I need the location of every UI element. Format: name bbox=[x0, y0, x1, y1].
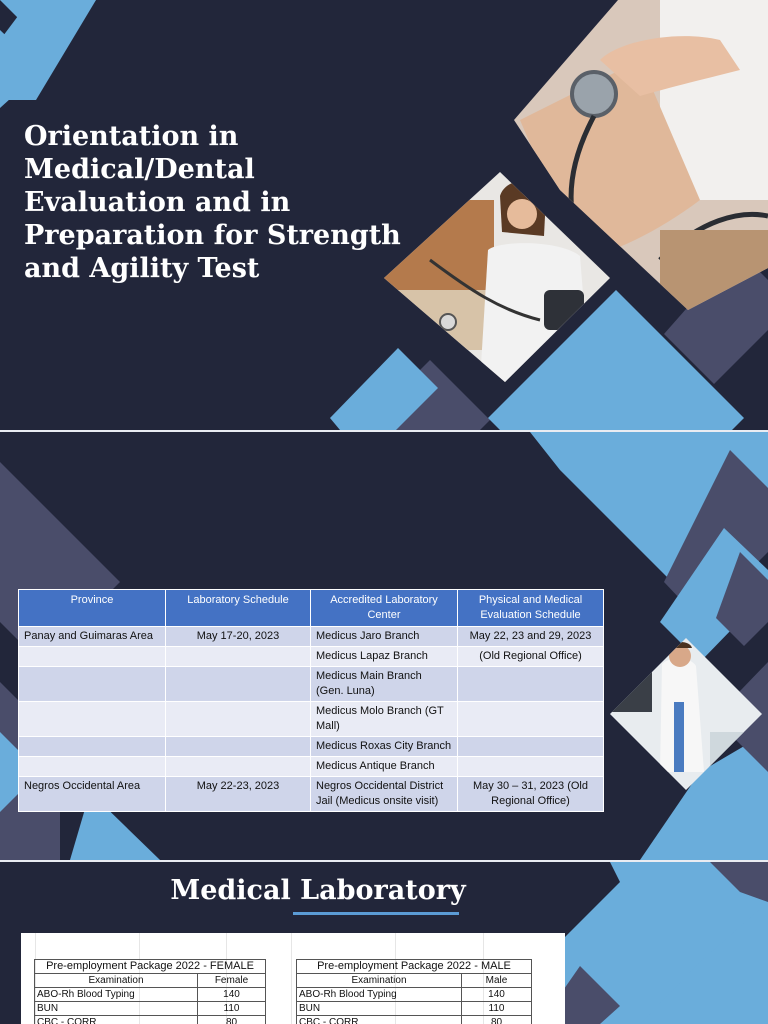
table-row bbox=[19, 777, 604, 812]
cell-evaluation-schedule: (Old Regional Office) bbox=[458, 647, 604, 667]
cell-evaluation-schedule bbox=[458, 737, 604, 757]
column-header-province: Province bbox=[19, 590, 166, 627]
table-row bbox=[19, 737, 604, 757]
exam-price: 80 bbox=[462, 1016, 532, 1024]
cell-province: Negros Occidental Area bbox=[19, 777, 166, 812]
slide-1-title: Orientation in Medical/Dental Evaluation and in Preparation for Strength and Agility Test bbox=[24, 121, 401, 284]
exam-name: CBC - CORR bbox=[297, 1016, 462, 1024]
cell-lab-center: Medicus Roxas City Branch bbox=[311, 737, 458, 757]
cell-evaluation-schedule: May 22, 23 and 29, 2023 bbox=[458, 627, 604, 647]
cell-province bbox=[19, 737, 166, 757]
title-underline bbox=[293, 912, 459, 915]
exam-price: 140 bbox=[462, 988, 532, 1002]
cell-lab-schedule bbox=[166, 647, 311, 667]
grid-line bbox=[291, 933, 292, 1024]
table-row bbox=[19, 702, 604, 737]
male-package-title: Pre-employment Package 2022 - MALE bbox=[297, 960, 532, 974]
female-examination-header: Examination bbox=[35, 974, 198, 988]
male-package-table bbox=[296, 959, 532, 1024]
cell-province bbox=[19, 757, 166, 777]
cell-lab-center: Negros Occidental District Jail (Medicus onsite visit) bbox=[311, 777, 458, 812]
cell-province: Panay and Guimaras Area bbox=[19, 627, 166, 647]
female-package-title: Pre-employment Package 2022 - FEMALE bbox=[35, 960, 266, 974]
female-price-header: Female bbox=[198, 974, 266, 988]
cell-lab-center: Medicus Main Branch (Gen. Luna) bbox=[311, 667, 458, 702]
cell-lab-schedule bbox=[166, 702, 311, 737]
exam-price: 140 bbox=[198, 988, 266, 1002]
male-examination-header: Examination bbox=[297, 974, 462, 988]
column-header-lab-schedule: Laboratory Schedule bbox=[166, 590, 311, 627]
cell-province bbox=[19, 702, 166, 737]
cell-lab-center: Medicus Antique Branch bbox=[311, 757, 458, 777]
exam-name: BUN bbox=[35, 1002, 198, 1016]
cell-province bbox=[19, 667, 166, 702]
exam-price: 110 bbox=[198, 1002, 266, 1016]
table-row bbox=[19, 757, 604, 777]
cell-evaluation-schedule: May 30 – 31, 2023 (Old Regional Office) bbox=[458, 777, 604, 812]
accent-shape bbox=[0, 0, 96, 100]
cell-evaluation-schedule bbox=[458, 667, 604, 702]
table-row bbox=[19, 667, 604, 702]
cell-lab-center: Medicus Jaro Branch bbox=[311, 627, 458, 647]
male-price-header: Male bbox=[462, 974, 532, 988]
slide-3-title: Medical Laboratory bbox=[170, 875, 466, 906]
cell-lab-schedule: May 17-20, 2023 bbox=[166, 627, 311, 647]
slide-1 bbox=[0, 0, 768, 430]
exam-name: ABO-Rh Blood Typing bbox=[35, 988, 198, 1002]
exam-name: ABO-Rh Blood Typing bbox=[297, 988, 462, 1002]
table-row bbox=[19, 647, 604, 667]
cell-lab-schedule bbox=[166, 667, 311, 702]
cell-lab-schedule: May 22-23, 2023 bbox=[166, 777, 311, 812]
spreadsheet-image bbox=[21, 933, 565, 1024]
column-header-evaluation-schedule: Physical and Medical Evaluation Schedule bbox=[458, 590, 604, 627]
cell-province bbox=[19, 647, 166, 667]
exam-name: CBC - CORR bbox=[35, 1016, 198, 1024]
exam-name: BUN bbox=[297, 1002, 462, 1016]
female-package-table bbox=[34, 959, 266, 1024]
cell-lab-schedule bbox=[166, 737, 311, 757]
exam-price: 80 bbox=[198, 1016, 266, 1024]
cell-lab-center: Medicus Molo Branch (GT Mall) bbox=[311, 702, 458, 737]
table-row bbox=[19, 627, 604, 647]
table-header-row bbox=[19, 590, 604, 627]
cell-evaluation-schedule bbox=[458, 702, 604, 737]
schedule-table bbox=[18, 589, 604, 812]
cell-lab-schedule bbox=[166, 757, 311, 777]
column-header-lab-center: Accredited Laboratory Center bbox=[311, 590, 458, 627]
cell-lab-center: Medicus Lapaz Branch bbox=[311, 647, 458, 667]
cell-evaluation-schedule bbox=[458, 757, 604, 777]
exam-price: 110 bbox=[462, 1002, 532, 1016]
